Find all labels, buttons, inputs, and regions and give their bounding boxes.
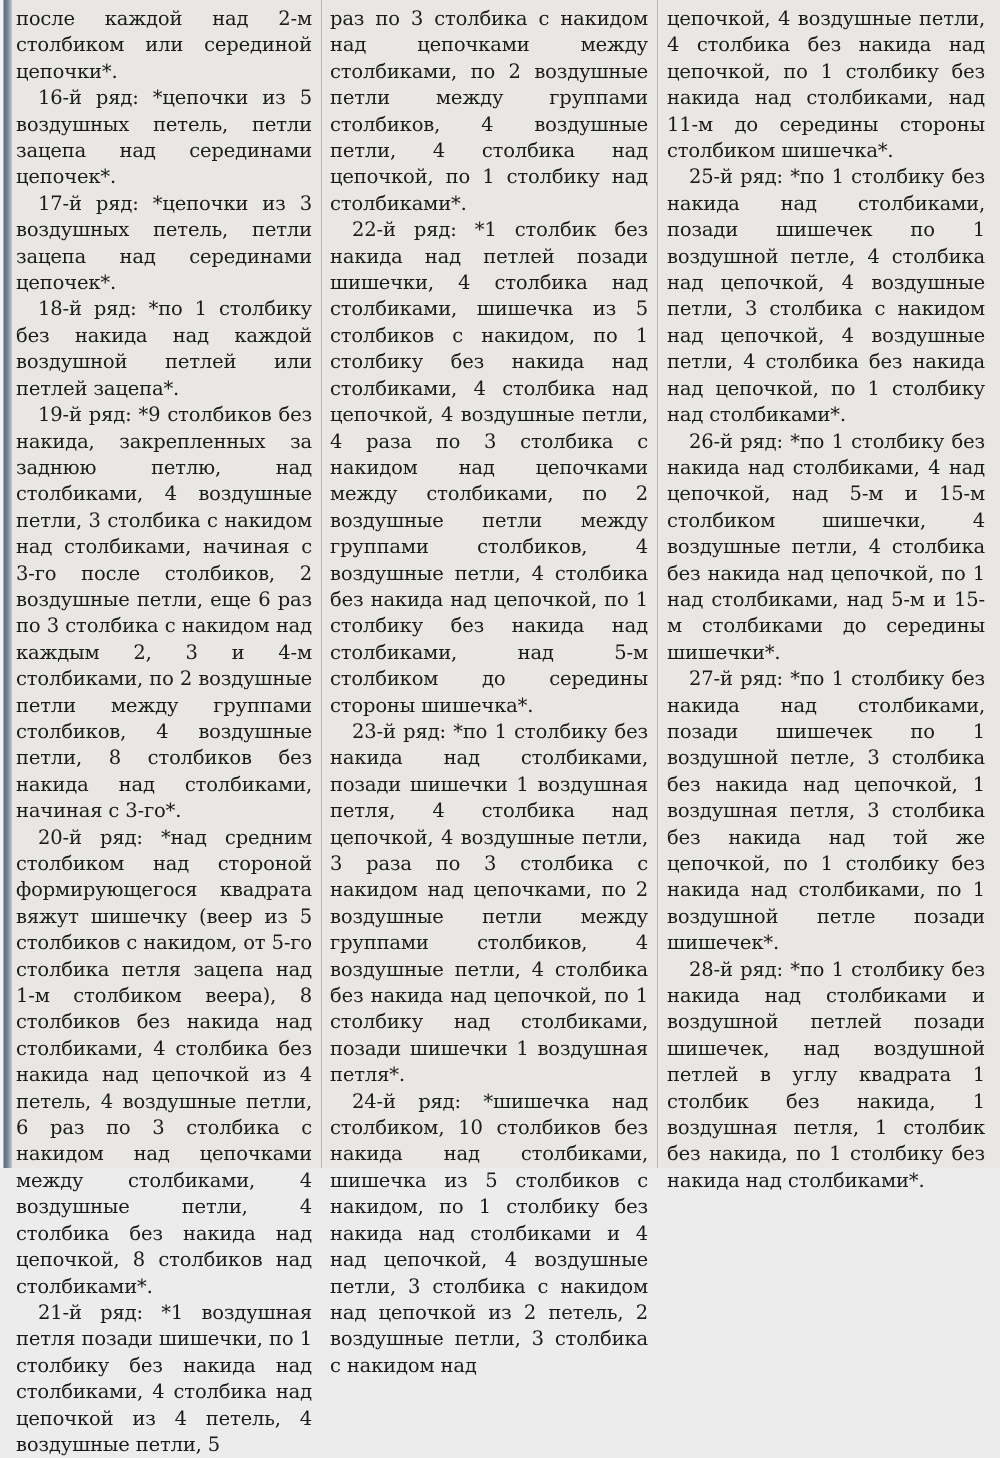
paragraph-row-28: 28-й ряд: *по 1 столбику без накида над столбиками и воздушной петлей позади шишечек, над воздушной петлей в углу квадрата 1 столбик без накида, 1 воздушная петля, 1 столбик без накида, по 1 столбику без накида над столбиками*. bbox=[667, 957, 985, 1192]
text-column-3 bbox=[667, 6, 985, 1194]
paragraph: цепочкой, 4 воздушные петли, 4 столбика без накида над цепочкой, по 1 столбику без накида над столбиками, над 11-м до середины стороны столбиком шишечка*. bbox=[667, 7, 985, 163]
column-divider bbox=[657, 0, 658, 1168]
paragraph-row-23: 23-й ряд: *по 1 столбику без накида над столбиками, позади шишечки 1 воздушная петля, 4 столбика над цепочкой, 4 воздушные петли, 3 раза по 3 столбика с накидом над цепочками, по 2 воздушные петли между группами столбиков, 4 воздушные петли, 4 столбика без накида над цепочкой, по 1 столбику над столбиками, позади шишечки 1 воздушная петля*. bbox=[330, 719, 648, 1087]
paragraph-row-24: 24-й ряд: *шишечка над столбиком, 10 столбиков без накида над столбиками, шишечка из 5 столбиков с накидом, по 1 столбику без накида над столбиками и 4 над цепочкой, 4 воздушные петли, 3 столбика с накидом над цепочкой из 2 петель, 2 воздушные петли, 3 столбика с накидом над bbox=[330, 1089, 648, 1377]
paragraph-row-17: 17-й ряд: *цепочки из 3 воздушных петель, петли зацепа над серединами цепочек*. bbox=[16, 191, 312, 295]
text-column-2 bbox=[330, 6, 648, 1379]
paragraph-row-16: 16-й ряд: *цепочки из 5 воздушных петель, петли зацепа над серединами цепочек*. bbox=[16, 86, 312, 189]
paragraph-row-25: 25-й ряд: *по 1 столбику без накида над столбиками, позади шишечек по 1 воздушной петле, 4 столбика над цепочкой, 4 воздушные петли, 3 столбика с накидом над цепочкой, 4 воздушные петли, 4 столбика без накида над цепочкой, по 1 столбику над столбиками*. bbox=[667, 165, 985, 427]
paragraph: раз по 3 столбика с накидом над цепочками между столбиками, по 2 воздушные петли между группами столбиков, 4 воздушные петли, 4 столбика над цепочкой, по 1 столбику над столбиками*. bbox=[330, 7, 648, 215]
paragraph-row-19: 19-й ряд: *9 столбиков без накида, закрепленных за заднюю петлю, над столбиками, 4 воздушные петли, 3 столбика с накидом над столбиками, начиная с 3-го после столбиков, 2 воздушные петли, еще 6 раз по 3 столбика с накидом над каждым 2, 3 и 4-м столбиками, по 2 воздушные петли между группами столбиков, 4 воздушные петли, 8 столбиков без накида над столбиками, начиная с 3-го*. bbox=[16, 403, 312, 823]
page-spine-shadow bbox=[0, 0, 12, 1168]
paragraph-row-18: 18-й ряд: *по 1 столбику без накида над каждой воздушной петлей или петлей зацепа*. bbox=[16, 297, 312, 400]
column-divider bbox=[321, 0, 322, 1168]
paragraph-row-21: 21-й ряд: *1 воздушная петля позади шишечки, по 1 столбику без накида над столбиками, 4 столбика над цепочкой из 4 петель, 4 воздушные петли, 5 bbox=[16, 1300, 312, 1456]
text-column-1 bbox=[16, 6, 312, 1458]
paragraph-row-22: 22-й ряд: *1 столбик без накида над петлей позади шишечки, 4 столбика над столбиками, шишечка из 5 столбиков с накидом, по 1 столбику без накида над столбиками, 4 столбика над цепочкой, 4 воздушные петли, 4 раза по 3 столбика с накидом над цепочками между столбиками, по 2 воздушные петли между группами столбиков, 4 воздушные петли, 4 столбика без накида над цепочкой, по 1 столбику без накида над столбиками, над 5-м столбиком до середины стороны шишечка*. bbox=[330, 218, 648, 717]
paragraph-row-27: 27-й ряд: *по 1 столбику без накида над столбиками, позади шишечек по 1 воздушной петле, 3 столбика без накида над цепочкой, 1 воздушная петля, 3 столбика без накида над той же цепочкой, по 1 столбику без накида над столбиками, по 1 воздушной петле позади шишечек*. bbox=[667, 667, 985, 955]
paragraph: после каждой над 2-м столбиком или серединой цепочки*. bbox=[16, 7, 312, 83]
paragraph-row-26: 26-й ряд: *по 1 столбику без накида над столбиками, 4 над цепочкой, над 5-м и 15-м столбиком шишечки, 4 воздушные петли, 4 столбика без накида над цепочкой, по 1 над столбиками, над 5-м и 15-м столбиками до середины шишечки*. bbox=[667, 429, 985, 664]
paragraph-row-20: 20-й ряд: *над средним столбиком над стороной формирующегося квадрата вяжут шишечку (веер из 5 столбиков с накидом, от 5-го столбика петля зацепа над 1-м столбиком веера), 8 столбиков без накида над столбиками, 4 столбика без накида над цепочкой из 4 петель, 4 воздушные петли, 6 раз по 3 столбика с накидом над цепочками между столбиками, 4 воздушные петли, 4 столбика без накида над цепочкой, 8 столбиков над столбиками*. bbox=[16, 825, 312, 1298]
